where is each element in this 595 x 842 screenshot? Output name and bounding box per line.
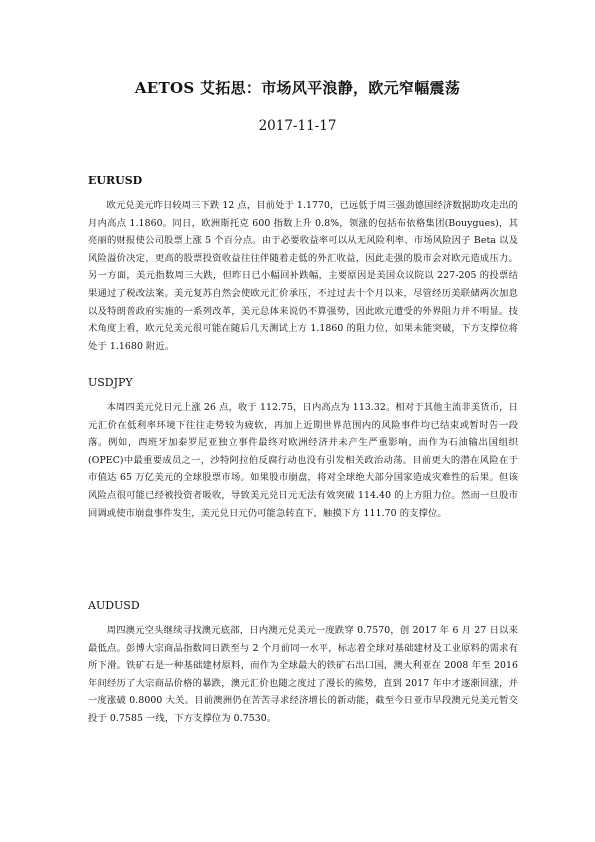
section-body: 周四澳元空头继续寻找澳元底部，日内澳元兑美元一度跌穿 0.7570，创 2017 年 6 月 27 日以来最低点。彭博大宗商品指数同日跌至与 2 个月前同一水平，标志着全球对基础建材及工业原料的需求有所下滑。铁矿石是一种基础建材原料，而作为全球最大的铁矿石出口国，澳大利亚在 2008 年至 2016 年间经历了大宗商品价格的暴跌，澳元汇价也随之度过了漫长的熊势，直到 2017 年中才逐渐回涨，并一度涨破 0.8000 大关。目前澳洲仍在苦苦寻求经济增长的新动能，截至今日亚市早段澳元兑美元暂交投于 0.7585 一线，下方支撑位为 0.7530。 — [88, 625, 518, 724]
section-audusd — [88, 596, 518, 728]
section-heading: USDJPY — [88, 376, 133, 389]
section-usdjpy — [88, 373, 518, 522]
document-date: 2017-11-17 — [258, 118, 337, 134]
section-heading: EURUSD — [88, 174, 143, 187]
section-eurusd — [88, 171, 518, 355]
section-body: 欧元兑美元昨日较周三下跌 12 点，目前处于 1.1770，已远低于周三强劲德国经济数据助攻走出的月内高点 1.1860。同日，欧洲斯托克 600 指数上升 0.8%，领涨的包括布依格集团(Bouygues)，其亮丽的财报使公司股票上涨 5 个百分点。由于必要收益率可以从无风险利率、市场风险因子 Beta 以及风险溢价决定，更高的股票投资收益往往伴随着走低的外汇收益，因此走强的股市会对欧元造成压力。另一方面，美元指数周三大跌，但昨日已小幅回补跌幅，主要原因是美国众议院以 227-205 的投票结果通过了税改法案。美元复苏自然会使欧元汇价承压，不过过去十个月以来，尽管经历美联储两次加息以及特朗普政府实施的一系列改革，美元总体来说仍不算强势，因此欧元遭受的外界阻力并不明显。技术角度上看，欧元兑美元很可能在随后几天测试上方 1.1860 的阻力位，如果未能突破，下方支撑位将处于 1.1680 附近。 — [88, 200, 519, 352]
document-title: AETOS 艾拓思：市场风平浪静，欧元窄幅震荡 — [134, 79, 461, 97]
section-heading: AUDUSD — [88, 599, 140, 612]
section-body: 本周四美元兑日元上涨 26 点，收于 112.75，日内高点为 113.32。相对于其他主流非美货币，日元汇价在低利率环境下往往走势较为疲软，再加上近期世界范围内的风险事件均已结束或暂时告一段落。例如，西班牙加泰罗尼亚独立事件最终对欧洲经济并未产生严重影响，而作为石油输出国组织(OPEC)中最重要成员之一，沙特阿拉伯反腐行动也没有引发相关政治动荡。目前更大的潜在风险在于市值达 65 万亿美元的全球股票市场。如果股市崩盘，将对全球绝大部分国家造成灾难性的后果。但该风险点很可能已经被投资者吸收，导致美元兑日元无法有效突破 114.40 的上方阻力位。然而一旦股市回调或使市崩盘事件发生，美元兑日元仍可能急转直下，触摸下方 111.70 的支撑位。 — [88, 402, 518, 519]
